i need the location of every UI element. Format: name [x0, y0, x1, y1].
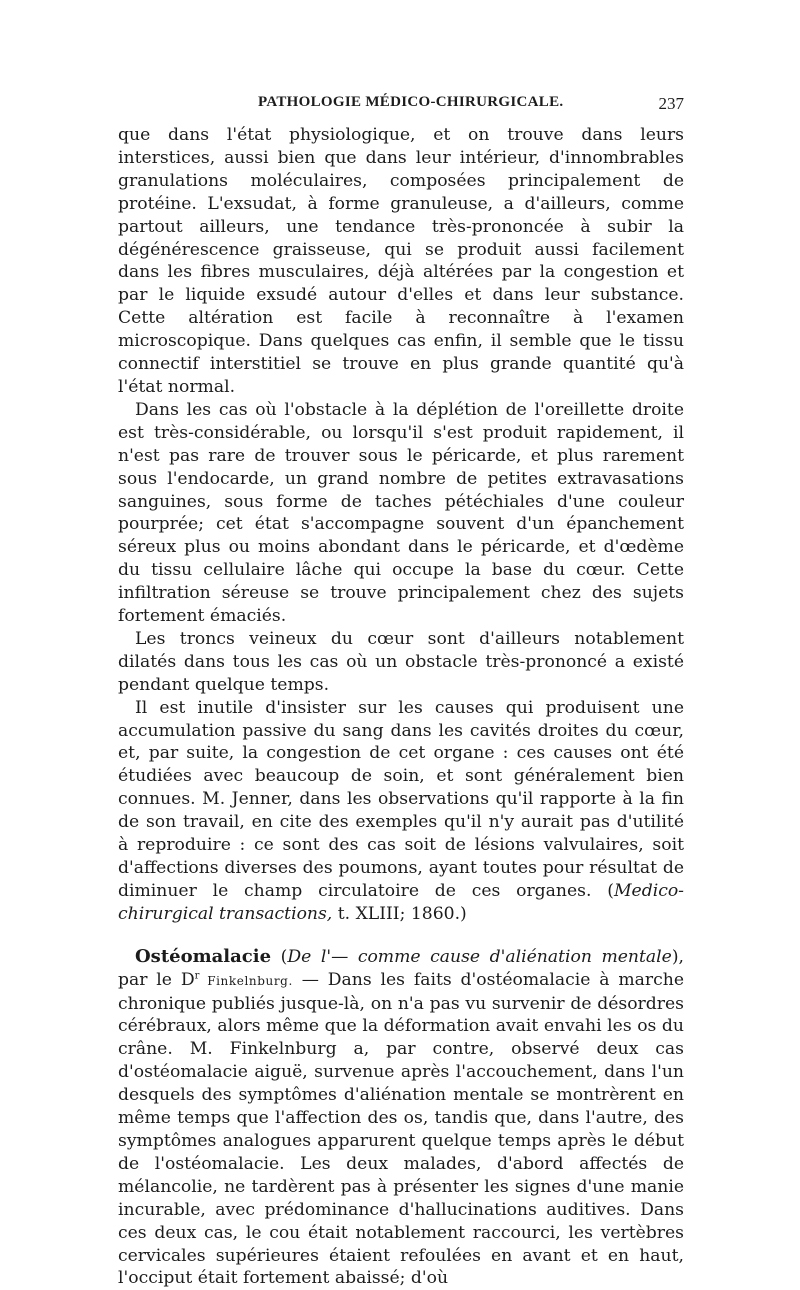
- section-gap: [118, 926, 684, 946]
- entry-author: Finkelnburg.: [199, 973, 293, 988]
- paragraph-1: que dans l'état physiologique, et on trouve dans leurs interstices, aussi bien que dans leur intérieur, d'innombrables granulations moléculaires, composées principalement de protéine. L'exsudat, à forme granuleuse, a d'ailleurs, comme partout ailleurs, une tendance très-prononcée à subir la dégénérescence graisseuse, qui se produit aussi facilement dans les fibres musculaires, déjà altérées par la congestion et par le liquide exsudé autour d'elles et dans leur substance. Cette altération est facile à reconnaître à l'examen microscopique. Dans quelques cas enfin, il semble que le tissu connectif interstitiel se trouve en plus grande quantité qu'à l'état normal.: [118, 125, 684, 397]
- entry-subtitle: De l'— comme cause d'aliénation mentale: [287, 946, 672, 967]
- paragraph-2: Dans les cas où l'obstacle à la déplétion de l'oreillette droite est très-considérable, ou lorsqu'il s'est produit rapidement, il n'est pas rare de trouver sous le péricarde, et plus rarement sous l'endocarde, un grand nombre de petites extravasations sanguines, sous forme de taches pétéchiales d'une couleur pourprée; cet état s'accompagne souvent d'un épanchement séreux plus ou moins abondant dans le péricarde, et d'œdème du tissu cellulaire lâche qui occupe la base du cœur. Cette infiltration séreuse se trouve principalement chez des sujets fortement émaciés.: [118, 399, 684, 627]
- paragraph-4-text: Il est inutile d'insister sur les causes qui produisent une accumulation passive du sang dans les cavités droites du cœur, et, par suite, la congestion de cet organe : ces causes ont été étudiées avec beaucoup de soin, et sont généralement bien connues. M. Jenner, dans les observations qu'il rapporte à la fin de son travail, en cite des exemples qu'il n'y aurait pas d'utilité à reproduire : ce sont des cas soit de lésions valvulaires, soit d'affections diverses des poumons, ayant toutes pour résultat de diminuer le champ circulatoire de ces organes. (: [118, 697, 684, 901]
- page-number: 237: [658, 94, 684, 113]
- paragraph-4: [118, 697, 684, 926]
- body-text: [118, 124, 684, 1290]
- entry-paragraph: [118, 946, 684, 1290]
- page-header: [118, 94, 684, 120]
- entry-subtitle-open: (: [271, 946, 288, 967]
- citation-journal: Medico-chirurgical transactions,: [118, 880, 684, 924]
- running-head: PATHOLOGIE MÉDICO-CHIRURGICALE.: [258, 94, 564, 110]
- dr-superscript: r: [194, 969, 200, 981]
- entry-subtitle-close: ), par le D: [118, 946, 685, 990]
- paragraph-3: Les troncs veineux du cœur sont d'ailleurs notablement dilatés dans tous les cas où un obstacle très-prononcé a existé pendant quelque temps.: [118, 628, 684, 695]
- entry-text: — Dans les faits d'ostéomalacie à marche chronique publiés jusque-là, on n'a pas vu survenir de désordres cérébraux, alors même que la déformation avait envahi les os du crâne. M. Finkelnburg a, par contre, observé deux cas d'ostéomalacie aiguë, survenue après l'accouchement, dans l'un desquels des symptômes d'aliénation mentale se montrèrent en même temps que l'affection des os, tandis que, dans l'autre, des symptômes analogues apparurent quelque temps après le début de l'ostéomalacie. Les deux malades, d'abord affectés de mélancolie, ne tardèrent pas à présenter les signes d'une manie incurable, avec prédominance d'hallucinations auditives. Dans ces deux cas, le cou était notablement raccourci, les vertèbres cervicales supérieures étaient refoulées en avant et en haut, l'occiput était fortement abaissé; d'où: [118, 969, 685, 1289]
- citation-volume: t. XLIII; 1860.): [332, 903, 467, 924]
- entry-title: Ostéomalacie: [135, 945, 272, 967]
